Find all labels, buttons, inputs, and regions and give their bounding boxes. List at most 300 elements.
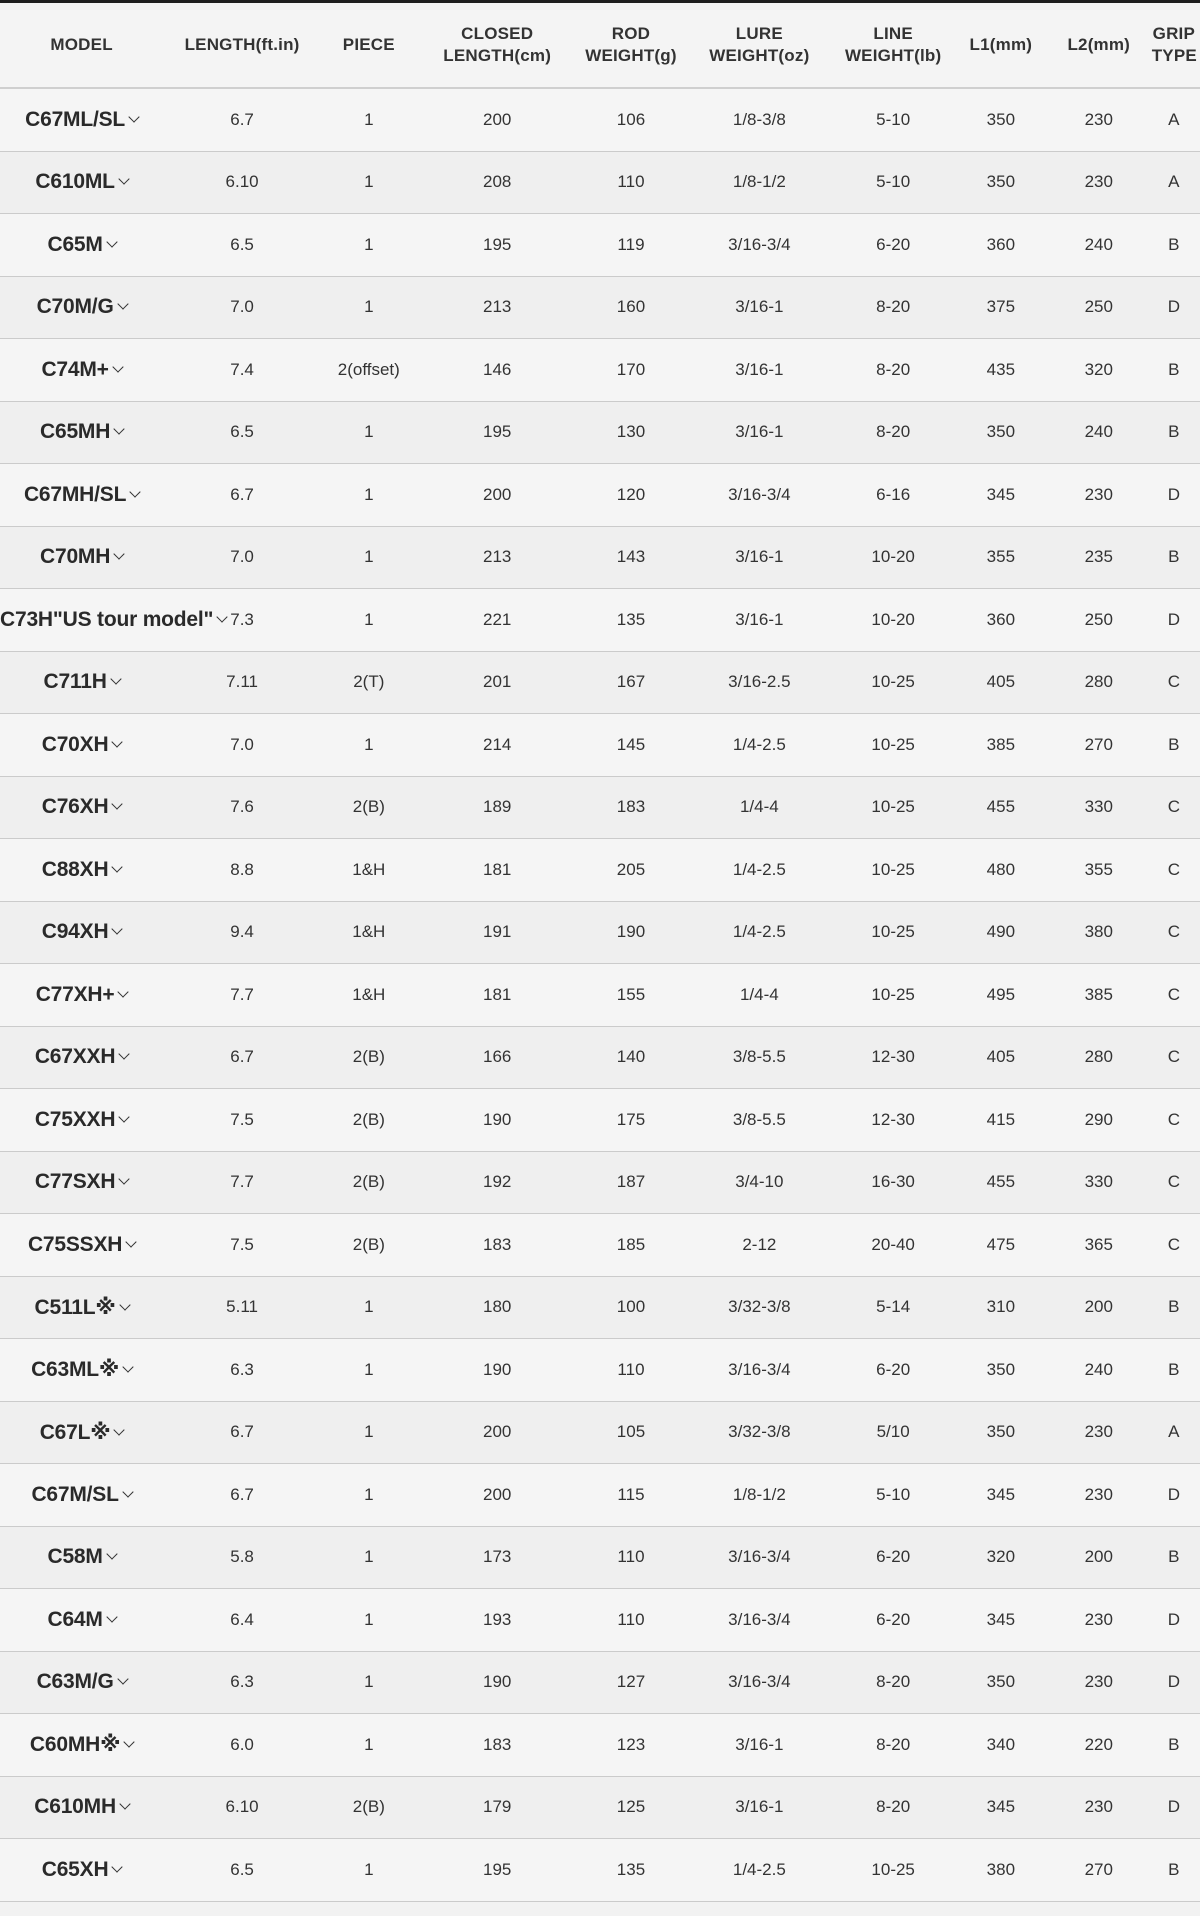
- cell-length: 7.7: [163, 964, 321, 1027]
- model-toggle[interactable]: [0, 1839, 163, 1902]
- cell-piece: 2(T): [321, 651, 417, 714]
- cell-lure-weight: 1/8-1/2: [684, 1464, 834, 1527]
- cell-line-weight: 20-40: [834, 1214, 951, 1277]
- column-header-label: WEIGHT(oz): [709, 46, 810, 65]
- cell-l1: 455: [952, 776, 1050, 839]
- model-toggle[interactable]: [0, 901, 163, 964]
- cell-line-weight: 8-20: [834, 1776, 951, 1839]
- cell-closed-length: 173: [417, 1526, 578, 1589]
- cell-line-weight: 8-20: [834, 1714, 951, 1777]
- cell-length: 7.6: [163, 776, 321, 839]
- model-toggle[interactable]: [0, 1526, 163, 1589]
- chevron-down-icon: [106, 236, 117, 247]
- cell-grip-type: C: [1148, 1026, 1200, 1089]
- cell-l1: 350: [952, 1401, 1050, 1464]
- cell-closed-length: 190: [417, 1339, 578, 1402]
- cell-l2: 230: [1050, 464, 1148, 527]
- model-toggle[interactable]: [0, 1339, 163, 1402]
- model-toggle[interactable]: [0, 464, 163, 527]
- column-header-label: LENGTH(cm): [443, 46, 552, 65]
- cell-length: 6.7: [163, 1401, 321, 1464]
- cell-l2: 280: [1050, 651, 1148, 714]
- chevron-down-icon: [119, 1111, 130, 1122]
- cell-closed-length: 214: [417, 714, 578, 777]
- model-toggle[interactable]: [0, 88, 163, 151]
- cell-length: 6.10: [163, 151, 321, 214]
- model-name: C67ML/SL: [25, 107, 126, 131]
- cell-l2: 330: [1050, 1151, 1148, 1214]
- column-header-l1: [952, 3, 1050, 88]
- chevron-down-icon: [106, 1611, 117, 1622]
- cell-l2: 250: [1050, 589, 1148, 652]
- cell-l2: 230: [1050, 1464, 1148, 1527]
- cell-piece: 1: [321, 1401, 417, 1464]
- cell-lure-weight: 3/16-3/4: [684, 214, 834, 277]
- cell-grip-type: D: [1148, 589, 1200, 652]
- cell-grip-type: D: [1148, 1464, 1200, 1527]
- model-name: C70M/G: [36, 295, 114, 319]
- cell-grip-type: D: [1148, 1651, 1200, 1714]
- cell-l2: 320: [1050, 339, 1148, 402]
- cell-l1: 350: [952, 151, 1050, 214]
- cell-piece: 1: [321, 151, 417, 214]
- cell-piece: 1: [321, 526, 417, 589]
- model-toggle[interactable]: [0, 339, 163, 402]
- cell-lure-weight: 3/16-1: [684, 1776, 834, 1839]
- cell-length: 7.4: [163, 339, 321, 402]
- cell-l1: 350: [952, 1651, 1050, 1714]
- cell-lure-weight: 3/4-10: [684, 1151, 834, 1214]
- chevron-down-icon: [112, 861, 123, 872]
- cell-rod-weight: 187: [578, 1151, 685, 1214]
- cell-l1: 320: [952, 1526, 1050, 1589]
- model-name: C94XH: [41, 920, 109, 944]
- chevron-down-icon: [130, 486, 141, 497]
- cell-l1: 405: [952, 651, 1050, 714]
- cell-l2: 240: [1050, 1339, 1148, 1402]
- table-body: [0, 88, 1200, 1901]
- cell-closed-length: 192: [417, 1151, 578, 1214]
- cell-piece: 2(B): [321, 776, 417, 839]
- cell-lure-weight: 3/16-3/4: [684, 1339, 834, 1402]
- cell-rod-weight: 110: [578, 1339, 685, 1402]
- model-toggle[interactable]: [0, 401, 163, 464]
- cell-rod-weight: 135: [578, 589, 685, 652]
- cell-rod-weight: 125: [578, 1776, 685, 1839]
- cell-rod-weight: 175: [578, 1089, 685, 1152]
- cell-closed-length: 213: [417, 526, 578, 589]
- table-row: [0, 651, 1200, 714]
- cell-lure-weight: 3/16-3/4: [684, 1526, 834, 1589]
- model-name: C88XH: [41, 857, 109, 881]
- model-name: C63ML※: [31, 1358, 120, 1382]
- chevron-down-icon: [119, 1049, 130, 1060]
- cell-lure-weight: 3/16-2.5: [684, 651, 834, 714]
- cell-l2: 240: [1050, 401, 1148, 464]
- cell-grip-type: C: [1148, 964, 1200, 1027]
- cell-length: 7.5: [163, 1214, 321, 1277]
- cell-rod-weight: 190: [578, 901, 685, 964]
- cell-length: 6.10: [163, 1776, 321, 1839]
- cell-piece: 2(B): [321, 1776, 417, 1839]
- cell-length: 8.8: [163, 839, 321, 902]
- model-toggle[interactable]: [0, 1026, 163, 1089]
- cell-rod-weight: 110: [578, 151, 685, 214]
- cell-closed-length: 208: [417, 151, 578, 214]
- cell-lure-weight: 3/16-1: [684, 589, 834, 652]
- model-toggle[interactable]: [0, 839, 163, 902]
- cell-grip-type: B: [1148, 714, 1200, 777]
- table-row: [0, 1776, 1200, 1839]
- model-name: C70XH: [41, 732, 109, 756]
- cell-closed-length: 200: [417, 88, 578, 151]
- cell-piece: 1: [321, 1276, 417, 1339]
- cell-grip-type: A: [1148, 1401, 1200, 1464]
- model-toggle[interactable]: [0, 589, 214, 652]
- cell-line-weight: 10-25: [834, 964, 951, 1027]
- cell-piece: 1: [321, 1589, 417, 1652]
- cell-l1: 345: [952, 1776, 1050, 1839]
- cell-closed-length: 195: [417, 214, 578, 277]
- column-header-label: ROD: [611, 24, 651, 43]
- cell-length: 6.7: [163, 1464, 321, 1527]
- table-row: [0, 1276, 1200, 1339]
- table-row: [0, 1839, 1200, 1902]
- cell-rod-weight: 140: [578, 1026, 685, 1089]
- cell-l2: 385: [1050, 964, 1148, 1027]
- cell-length: 7.5: [163, 1089, 321, 1152]
- cell-l2: 365: [1050, 1214, 1148, 1277]
- cell-piece: 1: [321, 464, 417, 527]
- cell-piece: 1: [321, 214, 417, 277]
- model-name: C73H"US tour model": [0, 607, 214, 631]
- cell-l2: 200: [1050, 1526, 1148, 1589]
- model-toggle[interactable]: [0, 1276, 163, 1339]
- cell-lure-weight: 3/16-3/4: [684, 1589, 834, 1652]
- chevron-down-icon: [119, 1799, 130, 1810]
- cell-lure-weight: 3/16-3/4: [684, 464, 834, 527]
- cell-rod-weight: 106: [578, 88, 685, 151]
- model-name: C67L※: [39, 1420, 111, 1444]
- table-row: [0, 464, 1200, 527]
- cell-grip-type: B: [1148, 1839, 1200, 1902]
- model-name: C70MH: [40, 545, 111, 569]
- cell-l1: 435: [952, 339, 1050, 402]
- model-name: C610MH: [34, 1795, 116, 1819]
- cell-grip-type: C: [1148, 839, 1200, 902]
- cell-length: 7.3: [163, 589, 321, 652]
- cell-l1: 385: [952, 714, 1050, 777]
- model-toggle[interactable]: [0, 1151, 163, 1214]
- cell-rod-weight: 183: [578, 776, 685, 839]
- cell-piece: 1: [321, 714, 417, 777]
- cell-rod-weight: 135: [578, 1839, 685, 1902]
- cell-rod-weight: 160: [578, 276, 685, 339]
- model-toggle[interactable]: [0, 1214, 163, 1277]
- cell-line-weight: 8-20: [834, 1651, 951, 1714]
- cell-lure-weight: 1/4-4: [684, 776, 834, 839]
- cell-piece: 1: [321, 1526, 417, 1589]
- model-name: C75XXH: [34, 1107, 116, 1131]
- model-toggle[interactable]: [0, 776, 163, 839]
- model-toggle[interactable]: [0, 1714, 163, 1777]
- cell-piece: 1: [321, 1339, 417, 1402]
- cell-lure-weight: 1/4-2.5: [684, 839, 834, 902]
- cell-length: 6.7: [163, 88, 321, 151]
- cell-line-weight: 6-20: [834, 1589, 951, 1652]
- cell-line-weight: 12-30: [834, 1026, 951, 1089]
- column-header-label: PIECE: [342, 35, 395, 54]
- cell-l1: 310: [952, 1276, 1050, 1339]
- cell-piece: 2(offset): [321, 339, 417, 402]
- cell-length: 9.4: [163, 901, 321, 964]
- column-header-label: MODEL: [50, 35, 113, 54]
- cell-l1: 490: [952, 901, 1050, 964]
- cell-lure-weight: 1/4-2.5: [684, 714, 834, 777]
- cell-closed-length: 180: [417, 1276, 578, 1339]
- cell-line-weight: 5-10: [834, 151, 951, 214]
- model-name: C67MH/SL: [23, 482, 127, 506]
- cell-rod-weight: 120: [578, 464, 685, 527]
- cell-piece: 1: [321, 276, 417, 339]
- chevron-down-icon: [118, 986, 129, 997]
- column-header-label: LURE: [735, 24, 783, 43]
- cell-lure-weight: 3/16-1: [684, 401, 834, 464]
- cell-l1: 350: [952, 401, 1050, 464]
- table-row: [0, 901, 1200, 964]
- column-header-label: WEIGHT(lb): [844, 46, 942, 65]
- table-row: [0, 339, 1200, 402]
- cell-closed-length: 193: [417, 1589, 578, 1652]
- model-toggle[interactable]: [0, 1776, 163, 1839]
- cell-grip-type: B: [1148, 1714, 1200, 1777]
- cell-line-weight: 10-25: [834, 776, 951, 839]
- chevron-down-icon: [112, 799, 123, 810]
- model-name: C65MH: [40, 420, 111, 444]
- table-row: [0, 401, 1200, 464]
- table-header: [0, 3, 1200, 88]
- column-header-label: LINE: [873, 24, 913, 43]
- model-toggle[interactable]: [0, 1589, 163, 1652]
- model-toggle[interactable]: [0, 964, 163, 1027]
- cell-line-weight: 6-20: [834, 214, 951, 277]
- column-header-label: L2(mm): [1067, 35, 1131, 54]
- column-header-label: WEIGHT(g): [585, 46, 677, 65]
- model-toggle[interactable]: [0, 1651, 163, 1714]
- cell-lure-weight: 2-12: [684, 1214, 834, 1277]
- table-row: [0, 1089, 1200, 1152]
- column-header-label: GRIP: [1152, 24, 1196, 43]
- cell-closed-length: 221: [417, 589, 578, 652]
- model-toggle[interactable]: [0, 276, 163, 339]
- cell-line-weight: 10-20: [834, 526, 951, 589]
- cell-line-weight: 6-20: [834, 1526, 951, 1589]
- cell-grip-type: B: [1148, 1339, 1200, 1402]
- cell-l1: 350: [952, 1339, 1050, 1402]
- cell-line-weight: 8-20: [834, 401, 951, 464]
- chevron-down-icon: [117, 299, 128, 310]
- model-name: C76XH: [41, 795, 109, 819]
- cell-closed-length: 195: [417, 1839, 578, 1902]
- model-toggle[interactable]: [0, 1464, 163, 1527]
- cell-l2: 270: [1050, 1839, 1148, 1902]
- cell-grip-type: C: [1148, 651, 1200, 714]
- cell-length: 6.7: [163, 1026, 321, 1089]
- cell-l2: 230: [1050, 1651, 1148, 1714]
- cell-l2: 380: [1050, 901, 1148, 964]
- model-toggle[interactable]: [0, 1089, 163, 1152]
- cell-piece: 2(B): [321, 1214, 417, 1277]
- cell-closed-length: 190: [417, 1651, 578, 1714]
- model-name: C65XH: [41, 1857, 109, 1881]
- chevron-down-icon: [119, 1174, 130, 1185]
- model-name: C63M/G: [36, 1670, 114, 1694]
- cell-rod-weight: 127: [578, 1651, 685, 1714]
- cell-line-weight: 6-20: [834, 1339, 951, 1402]
- cell-line-weight: 5/10: [834, 1401, 951, 1464]
- column-header-line-weight: [834, 3, 951, 88]
- model-toggle[interactable]: [0, 651, 163, 714]
- cell-rod-weight: 143: [578, 526, 685, 589]
- header-row: [0, 3, 1200, 88]
- table-row: [0, 88, 1200, 151]
- cell-line-weight: 6-16: [834, 464, 951, 527]
- chevron-down-icon: [114, 1424, 125, 1435]
- column-header-l2: [1050, 3, 1148, 88]
- model-name: C75SSXH: [27, 1232, 123, 1256]
- cell-length: 7.0: [163, 276, 321, 339]
- model-name: C67XXH: [34, 1045, 116, 1069]
- table-row: [0, 1651, 1200, 1714]
- cell-closed-length: 146: [417, 339, 578, 402]
- table-row: [0, 964, 1200, 1027]
- cell-grip-type: D: [1148, 464, 1200, 527]
- cell-l2: 230: [1050, 1776, 1148, 1839]
- cell-line-weight: 10-25: [834, 714, 951, 777]
- cell-piece: 2(B): [321, 1151, 417, 1214]
- cell-grip-type: B: [1148, 339, 1200, 402]
- table-row: [0, 1526, 1200, 1589]
- cell-lure-weight: 3/16-1: [684, 526, 834, 589]
- cell-l1: 345: [952, 1464, 1050, 1527]
- cell-l1: 475: [952, 1214, 1050, 1277]
- cell-l2: 270: [1050, 714, 1148, 777]
- cell-lure-weight: 1/8-3/8: [684, 88, 834, 151]
- cell-piece: 1: [321, 401, 417, 464]
- cell-rod-weight: 130: [578, 401, 685, 464]
- cell-line-weight: 10-25: [834, 839, 951, 902]
- cell-l1: 345: [952, 464, 1050, 527]
- model-name: C610ML: [35, 170, 115, 194]
- cell-line-weight: 10-25: [834, 651, 951, 714]
- model-toggle[interactable]: [0, 526, 163, 589]
- column-header-piece: [321, 3, 417, 88]
- cell-grip-type: B: [1148, 401, 1200, 464]
- table-row: [0, 714, 1200, 777]
- cell-l1: 380: [952, 1839, 1050, 1902]
- cell-length: 6.0: [163, 1714, 321, 1777]
- model-toggle[interactable]: [0, 1401, 163, 1464]
- cell-lure-weight: 3/8-5.5: [684, 1089, 834, 1152]
- cell-l2: 280: [1050, 1026, 1148, 1089]
- chevron-down-icon: [106, 1549, 117, 1560]
- model-name: C77XH+: [35, 982, 115, 1006]
- cell-closed-length: 166: [417, 1026, 578, 1089]
- chevron-down-icon: [126, 1236, 137, 1247]
- cell-lure-weight: 3/16-3/4: [684, 1651, 834, 1714]
- column-header-grip-type: [1148, 3, 1200, 88]
- model-name: C65M: [47, 232, 103, 256]
- cell-closed-length: 183: [417, 1714, 578, 1777]
- cell-l1: 340: [952, 1714, 1050, 1777]
- cell-l2: 230: [1050, 1589, 1148, 1652]
- cell-rod-weight: 170: [578, 339, 685, 402]
- cell-grip-type: C: [1148, 1214, 1200, 1277]
- cell-length: 6.3: [163, 1651, 321, 1714]
- cell-rod-weight: 115: [578, 1464, 685, 1527]
- cell-line-weight: 5-14: [834, 1276, 951, 1339]
- model-toggle[interactable]: [0, 151, 163, 214]
- chevron-down-icon: [114, 549, 125, 560]
- cell-rod-weight: 123: [578, 1714, 685, 1777]
- model-toggle[interactable]: [0, 214, 163, 277]
- cell-piece: 1&H: [321, 964, 417, 1027]
- cell-closed-length: 201: [417, 651, 578, 714]
- cell-lure-weight: 3/8-5.5: [684, 1026, 834, 1089]
- table-row: [0, 1214, 1200, 1277]
- model-name: C77SXH: [34, 1170, 116, 1194]
- cell-grip-type: A: [1148, 88, 1200, 151]
- cell-lure-weight: 3/32-3/8: [684, 1401, 834, 1464]
- table-row: [0, 526, 1200, 589]
- cell-l2: 235: [1050, 526, 1148, 589]
- cell-length: 6.5: [163, 214, 321, 277]
- cell-length: 7.7: [163, 1151, 321, 1214]
- cell-closed-length: 181: [417, 964, 578, 1027]
- cell-length: 6.7: [163, 464, 321, 527]
- cell-l1: 455: [952, 1151, 1050, 1214]
- column-header-label: LENGTH(ft.in): [184, 35, 300, 54]
- cell-l1: 405: [952, 1026, 1050, 1089]
- cell-closed-length: 181: [417, 839, 578, 902]
- cell-rod-weight: 105: [578, 1401, 685, 1464]
- cell-grip-type: C: [1148, 901, 1200, 964]
- cell-grip-type: D: [1148, 1776, 1200, 1839]
- cell-grip-type: D: [1148, 1589, 1200, 1652]
- cell-length: 6.4: [163, 1589, 321, 1652]
- cell-grip-type: B: [1148, 1526, 1200, 1589]
- cell-grip-type: B: [1148, 214, 1200, 277]
- cell-closed-length: 179: [417, 1776, 578, 1839]
- cell-l2: 250: [1050, 276, 1148, 339]
- model-toggle[interactable]: [0, 714, 163, 777]
- column-header-length: [163, 3, 321, 88]
- cell-length: 5.8: [163, 1526, 321, 1589]
- model-name: C58M: [47, 1545, 103, 1569]
- column-header-label: L1(mm): [969, 35, 1033, 54]
- cell-closed-length: 213: [417, 276, 578, 339]
- cell-closed-length: 200: [417, 464, 578, 527]
- cell-length: 7.0: [163, 526, 321, 589]
- cell-length: 5.11: [163, 1276, 321, 1339]
- cell-piece: 1: [321, 1714, 417, 1777]
- chevron-down-icon: [112, 736, 123, 747]
- column-header-rod-weight: [578, 3, 685, 88]
- cell-piece: 1: [321, 1464, 417, 1527]
- cell-l1: 355: [952, 526, 1050, 589]
- column-header-lure-weight: [684, 3, 834, 88]
- cell-l1: 350: [952, 88, 1050, 151]
